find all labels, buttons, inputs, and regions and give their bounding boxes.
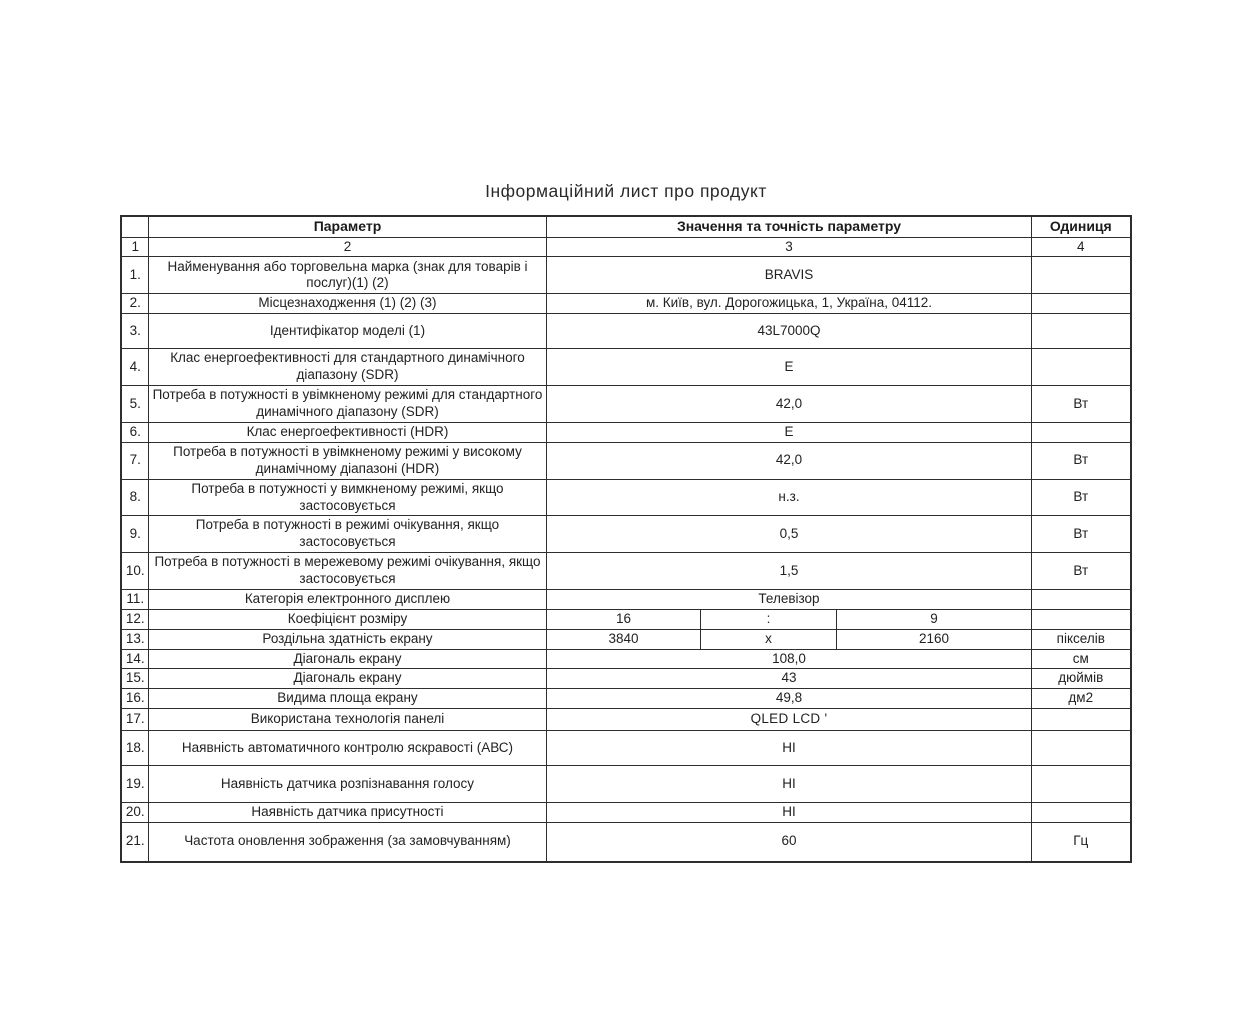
table-row — [121, 823, 1130, 862]
unit-cell — [1032, 294, 1131, 314]
table-row — [121, 609, 1130, 629]
row-number-cell: 4. — [121, 349, 148, 386]
parameter-cell: Наявність датчика присутності — [148, 803, 546, 823]
table-row — [121, 479, 1130, 516]
row-number-cell: 16. — [121, 689, 148, 709]
table-body — [121, 257, 1130, 862]
parameter-cell: Діагональ екрану — [148, 649, 546, 669]
value-cell: E — [546, 423, 1031, 443]
header-unit-cell: Одиниця — [1032, 216, 1131, 237]
column-index-row — [121, 237, 1130, 257]
unit-cell: Вт — [1032, 516, 1131, 553]
unit-cell: пікселів — [1032, 629, 1131, 649]
table-row — [121, 649, 1130, 669]
parameter-cell: Потреба в потужності в режимі очікування, якщо застосовується — [148, 516, 546, 553]
value-cell: E — [546, 349, 1031, 386]
table-row — [121, 589, 1130, 609]
table-row — [121, 689, 1130, 709]
row-number-cell: 21. — [121, 823, 148, 862]
table-row — [121, 294, 1130, 314]
index-cell-2: 2 — [148, 237, 546, 257]
unit-cell — [1032, 314, 1131, 349]
parameter-cell: Діагональ екрану — [148, 669, 546, 689]
table-row — [121, 669, 1130, 689]
row-number-cell: 5. — [121, 386, 148, 423]
table-row — [121, 423, 1130, 443]
table-row — [121, 803, 1130, 823]
row-number-cell: 19. — [121, 766, 148, 803]
value-cell: QLED LCD ' — [546, 709, 1031, 731]
table-row — [121, 516, 1130, 553]
parameter-cell: Категорія електронного дисплею — [148, 589, 546, 609]
row-number-cell: 7. — [121, 442, 148, 479]
row-number-cell: 6. — [121, 423, 148, 443]
unit-cell — [1032, 257, 1131, 294]
unit-cell — [1032, 609, 1131, 629]
parameter-cell: Коефіцієнт розміру — [148, 609, 546, 629]
value-part-cell: 2160 — [836, 629, 1031, 649]
unit-cell: Вт — [1032, 479, 1131, 516]
row-number-cell: 20. — [121, 803, 148, 823]
parameter-cell: Потреба в потужності в увімкненому режимі у високому динамічному діапазоні (HDR) — [148, 442, 546, 479]
parameter-cell: Потреба в потужності в мережевому режимі очікування, якщо застосовується — [148, 553, 546, 590]
value-cell: НІ — [546, 803, 1031, 823]
unit-cell — [1032, 731, 1131, 766]
index-cell-3: 3 — [546, 237, 1031, 257]
table-row — [121, 766, 1130, 803]
unit-cell — [1032, 766, 1131, 803]
value-cell: Телевізор — [546, 589, 1031, 609]
value-cell: 0,5 — [546, 516, 1031, 553]
unit-cell: дм2 — [1032, 689, 1131, 709]
row-number-cell: 18. — [121, 731, 148, 766]
value-cell: 42,0 — [546, 442, 1031, 479]
parameter-cell: Видима площа екрану — [148, 689, 546, 709]
table-row — [121, 553, 1130, 590]
value-cell: 42,0 — [546, 386, 1031, 423]
value-part-cell: 9 — [836, 609, 1031, 629]
parameter-cell: Наявність датчика розпізнавання голосу — [148, 766, 546, 803]
parameter-cell: Клас енергоефективності для стандартного динамічного діапазону (SDR) — [148, 349, 546, 386]
parameter-cell: Потреба в потужності у вимкненому режимі, якщо застосовується — [148, 479, 546, 516]
table-row — [121, 709, 1130, 731]
table-row — [121, 314, 1130, 349]
unit-cell: Вт — [1032, 553, 1131, 590]
table-row — [121, 349, 1130, 386]
value-cell: 43 — [546, 669, 1031, 689]
row-number-cell: 1. — [121, 257, 148, 294]
table-row — [121, 257, 1130, 294]
value-cell: 43L7000Q — [546, 314, 1031, 349]
unit-cell — [1032, 423, 1131, 443]
product-info-table — [120, 215, 1131, 863]
unit-cell — [1032, 349, 1131, 386]
index-cell-4: 4 — [1032, 237, 1131, 257]
parameter-cell: Наявність автоматичного контролю яскравості (АВС) — [148, 731, 546, 766]
value-part-cell: x — [700, 629, 836, 649]
parameter-cell: Місцезнаходження (1) (2) (3) — [148, 294, 546, 314]
parameter-cell: Частота оновлення зображення (за замовчуванням) — [148, 823, 546, 862]
value-cell: НІ — [546, 766, 1031, 803]
page-title: Інформаційний лист про продукт — [485, 181, 767, 201]
row-number-cell: 12. — [121, 609, 148, 629]
parameter-cell: Використана технологія панелі — [148, 709, 546, 731]
table-row — [121, 386, 1130, 423]
row-number-cell: 9. — [121, 516, 148, 553]
value-part-cell: : — [700, 609, 836, 629]
header-number-cell — [121, 216, 148, 237]
table-row — [121, 629, 1130, 649]
row-number-cell: 2. — [121, 294, 148, 314]
unit-cell: Гц — [1032, 823, 1131, 862]
row-number-cell: 13. — [121, 629, 148, 649]
unit-cell — [1032, 589, 1131, 609]
value-cell: 108,0 — [546, 649, 1031, 669]
parameter-cell: Клас енергоефективності (HDR) — [148, 423, 546, 443]
table-row — [121, 442, 1130, 479]
header-parameter-cell: Параметр — [148, 216, 546, 237]
row-number-cell: 8. — [121, 479, 148, 516]
value-cell: 49,8 — [546, 689, 1031, 709]
row-number-cell: 14. — [121, 649, 148, 669]
value-cell: НІ — [546, 731, 1031, 766]
parameter-cell: Найменування або торговельна марка (знак для товарів і послуг)(1) (2) — [148, 257, 546, 294]
value-cell: 60 — [546, 823, 1031, 862]
table-row — [121, 731, 1130, 766]
value-cell: н.з. — [546, 479, 1031, 516]
header-value-cell: Значення та точність параметру — [546, 216, 1031, 237]
value-cell: м. Київ, вул. Дорогожицька, 1, Україна, 04112. — [546, 294, 1031, 314]
parameter-cell: Ідентифікатор моделі (1) — [148, 314, 546, 349]
unit-cell: дюймів — [1032, 669, 1131, 689]
value-part-cell: 16 — [546, 609, 700, 629]
unit-cell: Вт — [1032, 442, 1131, 479]
row-number-cell: 17. — [121, 709, 148, 731]
unit-cell — [1032, 803, 1131, 823]
parameter-cell: Роздільна здатність екрану — [148, 629, 546, 649]
value-part-cell: 3840 — [546, 629, 700, 649]
value-cell: 1,5 — [546, 553, 1031, 590]
unit-cell: Вт — [1032, 386, 1131, 423]
row-number-cell: 11. — [121, 589, 148, 609]
unit-cell: см — [1032, 649, 1131, 669]
unit-cell — [1032, 709, 1131, 731]
parameter-cell: Потреба в потужності в увімкненому режимі для стандартного динамічного діапазону (SDR) — [148, 386, 546, 423]
row-number-cell: 10. — [121, 553, 148, 590]
row-number-cell: 15. — [121, 669, 148, 689]
index-cell-1: 1 — [121, 237, 148, 257]
header-row — [121, 216, 1130, 237]
row-number-cell: 3. — [121, 314, 148, 349]
value-cell: BRAVIS — [546, 257, 1031, 294]
